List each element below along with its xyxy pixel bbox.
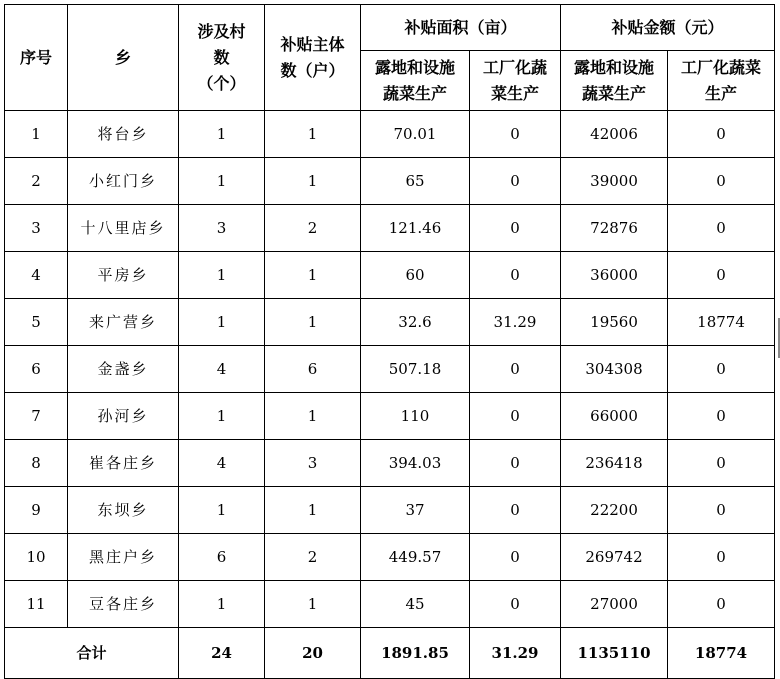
cell-seq: 9 [5, 487, 68, 534]
cell-villages: 1 [179, 111, 265, 158]
cell-seq: 6 [5, 346, 68, 393]
cell-area-factory: 0 [470, 346, 561, 393]
total-entities: 20 [265, 628, 361, 679]
cell-amount-factory: 0 [668, 487, 775, 534]
cell-amount-factory: 18774 [668, 299, 775, 346]
cell-amount-factory: 0 [668, 158, 775, 205]
cell-town: 来广营乡 [68, 299, 179, 346]
cell-amount-open: 22200 [561, 487, 668, 534]
table-row [5, 393, 775, 440]
cell-seq: 8 [5, 440, 68, 487]
cell-area-factory: 0 [470, 205, 561, 252]
cell-area-open: 37 [361, 487, 470, 534]
table-row [5, 534, 775, 581]
header-row-1 [5, 5, 775, 51]
cell-entities: 6 [265, 346, 361, 393]
cell-seq: 4 [5, 252, 68, 299]
cell-town: 东坝乡 [68, 487, 179, 534]
cell-villages: 3 [179, 205, 265, 252]
cell-amount-factory: 0 [668, 534, 775, 581]
cell-area-open: 60 [361, 252, 470, 299]
total-area-factory: 31.29 [470, 628, 561, 679]
cell-amount-open: 19560 [561, 299, 668, 346]
cell-town: 将台乡 [68, 111, 179, 158]
cell-area-open: 507.18 [361, 346, 470, 393]
cell-area-open: 394.03 [361, 440, 470, 487]
header-amount-group: 补贴金额（元） [561, 5, 775, 51]
cell-villages: 1 [179, 299, 265, 346]
cell-villages: 1 [179, 581, 265, 628]
total-row [5, 628, 775, 679]
total-label: 合计 [5, 628, 179, 679]
cell-entities: 2 [265, 534, 361, 581]
cell-town: 豆各庄乡 [68, 581, 179, 628]
header-amount-factory: 工厂化蔬菜生产 [668, 51, 775, 111]
cell-amount-open: 66000 [561, 393, 668, 440]
cell-villages: 1 [179, 158, 265, 205]
cell-amount-open: 269742 [561, 534, 668, 581]
cell-amount-factory: 0 [668, 111, 775, 158]
cell-amount-open: 42006 [561, 111, 668, 158]
header-area-factory: 工厂化蔬菜生产 [470, 51, 561, 111]
cell-villages: 1 [179, 252, 265, 299]
cell-entities: 1 [265, 158, 361, 205]
cell-seq: 10 [5, 534, 68, 581]
cell-amount-factory: 0 [668, 581, 775, 628]
cell-area-open: 65 [361, 158, 470, 205]
cell-seq: 7 [5, 393, 68, 440]
cell-town: 十八里店乡 [68, 205, 179, 252]
subsidy-table [4, 4, 775, 679]
cell-area-factory: 0 [470, 440, 561, 487]
cell-area-factory: 0 [470, 158, 561, 205]
cell-town: 孙河乡 [68, 393, 179, 440]
header-seq: 序号 [5, 5, 68, 111]
cell-town: 小红门乡 [68, 158, 179, 205]
header-area-group: 补贴面积（亩） [361, 5, 561, 51]
cell-amount-open: 304308 [561, 346, 668, 393]
table-row [5, 487, 775, 534]
cell-amount-factory: 0 [668, 205, 775, 252]
cell-villages: 6 [179, 534, 265, 581]
cell-amount-factory: 0 [668, 252, 775, 299]
table-row [5, 346, 775, 393]
table-row [5, 252, 775, 299]
cell-villages: 4 [179, 346, 265, 393]
total-area-open: 1891.85 [361, 628, 470, 679]
cell-seq: 2 [5, 158, 68, 205]
cell-amount-factory: 0 [668, 346, 775, 393]
cell-amount-open: 236418 [561, 440, 668, 487]
cell-amount-factory: 0 [668, 393, 775, 440]
table-row [5, 158, 775, 205]
total-amount-factory: 18774 [668, 628, 775, 679]
header-area-open-field: 露地和设施蔬菜生产 [361, 51, 470, 111]
table-row [5, 299, 775, 346]
total-amount-open: 1135110 [561, 628, 668, 679]
cell-area-factory: 0 [470, 393, 561, 440]
header-amount-open-field: 露地和设施蔬菜生产 [561, 51, 668, 111]
header-villages: 涉及村数（个） [179, 5, 265, 111]
cell-area-factory: 0 [470, 252, 561, 299]
table-row [5, 440, 775, 487]
table-row [5, 111, 775, 158]
header-entities: 补贴主体数（户） [265, 5, 361, 111]
cell-town: 平房乡 [68, 252, 179, 299]
cell-entities: 1 [265, 299, 361, 346]
cell-seq: 11 [5, 581, 68, 628]
cell-entities: 1 [265, 581, 361, 628]
cell-town: 黑庄户乡 [68, 534, 179, 581]
cell-amount-open: 36000 [561, 252, 668, 299]
cell-area-factory: 0 [470, 487, 561, 534]
cell-entities: 1 [265, 393, 361, 440]
header-town: 乡 [68, 5, 179, 111]
table-row [5, 205, 775, 252]
cell-area-open: 45 [361, 581, 470, 628]
cell-villages: 4 [179, 440, 265, 487]
cell-town: 金盏乡 [68, 346, 179, 393]
cell-seq: 3 [5, 205, 68, 252]
cell-area-factory: 0 [470, 581, 561, 628]
cell-area-open: 32.6 [361, 299, 470, 346]
cell-area-factory: 31.29 [470, 299, 561, 346]
cell-area-open: 449.57 [361, 534, 470, 581]
cell-villages: 1 [179, 393, 265, 440]
cell-area-factory: 0 [470, 111, 561, 158]
cell-amount-factory: 0 [668, 440, 775, 487]
table-row [5, 581, 775, 628]
cell-town: 崔各庄乡 [68, 440, 179, 487]
cell-seq: 1 [5, 111, 68, 158]
cell-entities: 1 [265, 252, 361, 299]
cell-entities: 1 [265, 487, 361, 534]
cell-seq: 5 [5, 299, 68, 346]
total-villages: 24 [179, 628, 265, 679]
cell-entities: 3 [265, 440, 361, 487]
cell-area-factory: 0 [470, 534, 561, 581]
cell-area-open: 110 [361, 393, 470, 440]
cell-amount-open: 39000 [561, 158, 668, 205]
cell-villages: 1 [179, 487, 265, 534]
cell-entities: 1 [265, 111, 361, 158]
cell-area-open: 70.01 [361, 111, 470, 158]
cell-area-open: 121.46 [361, 205, 470, 252]
cell-entities: 2 [265, 205, 361, 252]
table-body [5, 111, 775, 679]
cell-amount-open: 27000 [561, 581, 668, 628]
cell-amount-open: 72876 [561, 205, 668, 252]
